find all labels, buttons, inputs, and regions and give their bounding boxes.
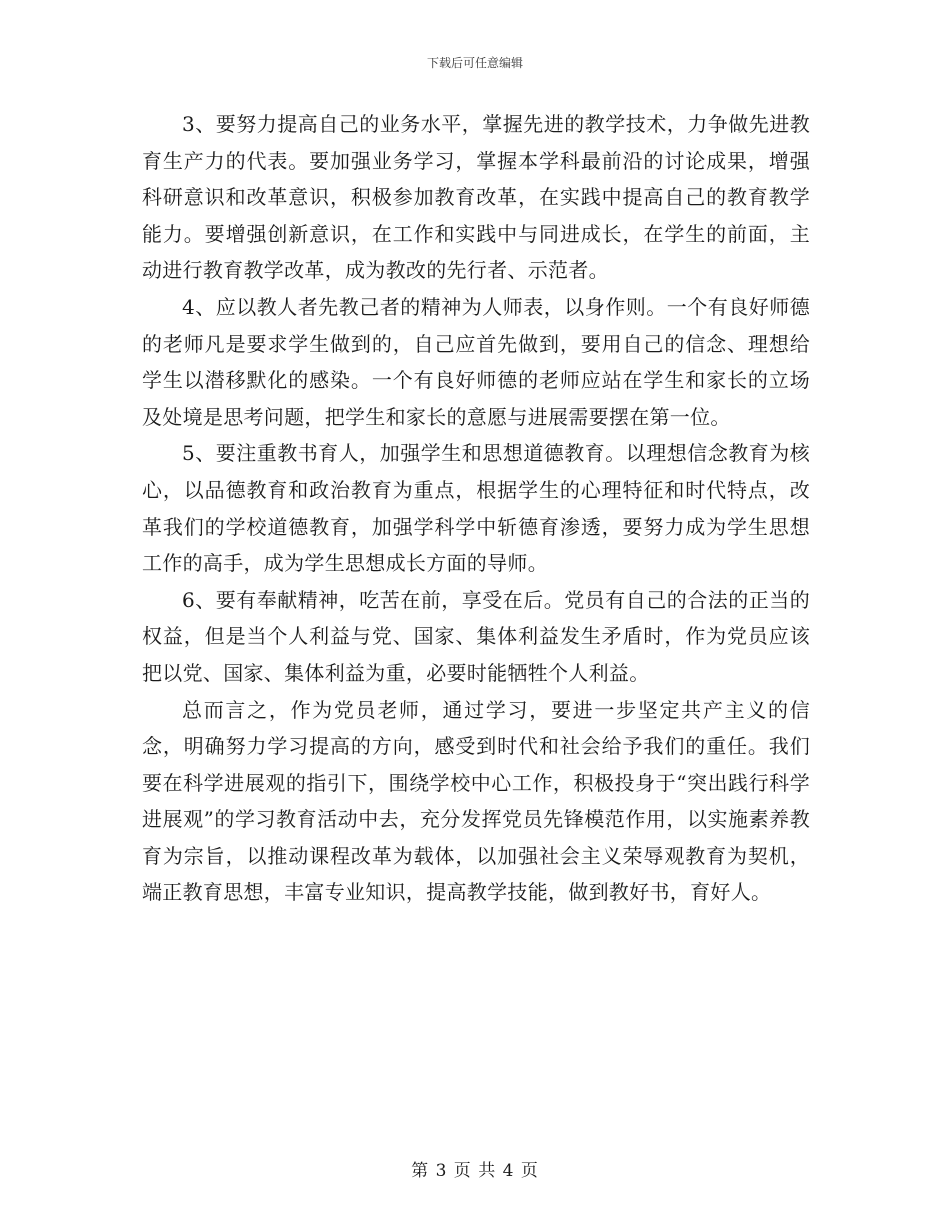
paragraph-5: 5、要注重教书育人，加强学生和思想道德教育。以理想信念教育为核心，以品德教育和政治教育为重点，根据学生的心理特征和时代特点，改革我们的学校道德教育，加强学科学中斩德育渗透，要努力成为学生思想工作的高手，成为学生思想成长方面的导师。 bbox=[142, 441, 810, 576]
footer-total-pages: 4 bbox=[502, 1161, 515, 1181]
paragraph-conclusion: 总而言之，作为党员老师，通过学习，要进一步坚定共产主义的信念，明确努力学习提高的方向，感受到时代和社会给予我们的重任。我们要在科学进展观的指引下，围绕学校中心工作，积极投身于“突出践行科学进展观”的学习教育活动中去，充分发挥党员先锋模范作用，以实施素养教育为宗旨，以推动课程改革为载体，以加强社会主义荣辱观教育为契机，端正教育思想，丰富专业知识，提高教学技能，做到教好书，育好人。 bbox=[142, 697, 810, 905]
paragraph-3: 3、要努力提高自己的业务水平，掌握先进的教学技术，力争做先进教育生产力的代表。要加强业务学习，掌握本学科最前沿的讨论成果，增强科研意识和改革意识，积极参加教育改革，在实践中提高自己的教育教学能力。要增强创新意识，在工作和实践中与同进成长，在学生的前面，主动进行教育教学改革，成为教改的先行者、示范者。 bbox=[142, 112, 810, 283]
footer-suffix: 页 bbox=[520, 1161, 539, 1181]
paragraph-6: 6、要有奉献精神，吃苦在前，享受在后。党员有自己的合法的正当的权益，但是当个人利益与党、国家、集体利益发生矛盾时，作为党员应该把以党、国家、集体利益为重，必要时能牺牲个人利益。 bbox=[142, 587, 810, 685]
page-header-note: 下载后可任意编辑 bbox=[426, 56, 523, 70]
footer-current-page: 3 bbox=[435, 1161, 448, 1181]
footer-prefix: 第 bbox=[411, 1161, 430, 1181]
body-text bbox=[142, 106, 810, 911]
footer-middle: 页 共 bbox=[453, 1161, 497, 1181]
page-footer bbox=[0, 1156, 950, 1181]
paragraph-4: 4、应以教人者先教己者的精神为人师表，以身作则。一个有良好师德的老师凡是要求学生做到的，自己应首先做到，要用自己的信念、理想给学生以潜移默化的感染。一个有良好师德的老师应站在学生和家长的立场及处境是思考问题，把学生和家长的意愿与进展需要摆在第一位。 bbox=[142, 294, 810, 429]
